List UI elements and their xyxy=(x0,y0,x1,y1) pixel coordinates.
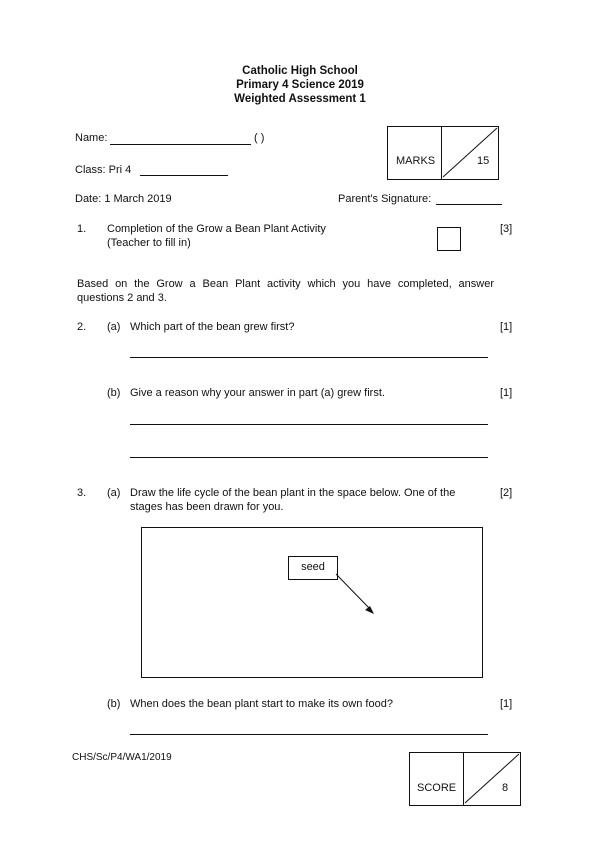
score-label: SCORE xyxy=(417,782,457,794)
q2b-answer-line-1[interactable] xyxy=(130,424,488,425)
q2b-answer-line-2[interactable] xyxy=(130,457,488,458)
q2b-label: (b) xyxy=(107,387,121,399)
seed-label: seed xyxy=(301,561,325,573)
marks-box xyxy=(387,126,499,180)
index-number-paren: ( ) xyxy=(254,132,265,144)
q1-text-line2: (Teacher to fill in) xyxy=(107,237,191,249)
q2b-marks: [1] xyxy=(500,387,513,399)
q3b-marks: [1] xyxy=(500,698,513,710)
subject-title: Primary 4 Science 2019 xyxy=(236,79,364,91)
q3a-marks: [2] xyxy=(500,487,513,499)
parent-signature-field[interactable] xyxy=(436,204,502,205)
seed-arrow xyxy=(330,570,380,620)
marks-box-slash xyxy=(442,127,498,179)
marks-label: MARKS xyxy=(396,155,436,167)
q3a-label: (a) xyxy=(107,487,121,499)
q3b-answer-line[interactable] xyxy=(130,734,488,735)
q3b-label: (b) xyxy=(107,698,121,710)
name-field[interactable] xyxy=(110,144,251,145)
class-label: Class: Pri 4 xyxy=(75,164,132,176)
q2b-text: Give a reason why your answer in part (a) grew first. xyxy=(130,387,385,399)
marks-total: 15 xyxy=(477,155,490,167)
score-box-slash xyxy=(464,753,520,805)
date-label: Date: 1 March 2019 xyxy=(75,193,172,205)
parent-signature-label: Parent's Signature: xyxy=(338,193,432,205)
q2-number: 2. xyxy=(77,321,87,333)
school-name: Catholic High School xyxy=(242,65,358,77)
assessment-title: Weighted Assessment 1 xyxy=(234,93,366,105)
intro-line2: questions 2 and 3. xyxy=(77,292,167,304)
q3a-text-line2: stages has been drawn for you. xyxy=(130,501,284,513)
q1-teacher-checkbox[interactable] xyxy=(437,227,461,251)
name-label: Name: xyxy=(75,132,108,144)
q1-number: 1. xyxy=(77,223,87,235)
score-box xyxy=(409,752,521,806)
q3a-text-line1: Draw the life cycle of the bean plant in the space below. One of the xyxy=(130,487,456,499)
q2a-answer-line[interactable] xyxy=(130,357,488,358)
q3b-text: When does the bean plant start to make its own food? xyxy=(130,698,393,710)
class-field[interactable] xyxy=(140,175,228,176)
q1-marks: [3] xyxy=(500,223,513,235)
q3-number: 3. xyxy=(77,487,87,499)
q1-text-line1: Completion of the Grow a Bean Plant Activity xyxy=(107,223,326,235)
q2a-text: Which part of the bean grew first? xyxy=(130,321,295,333)
paper-code: CHS/Sc/P4/WA1/2019 xyxy=(72,752,172,763)
score-total: 8 xyxy=(502,782,509,794)
q2a-label: (a) xyxy=(107,321,121,333)
life-cycle-drawing-area[interactable] xyxy=(141,527,483,678)
q2a-marks: [1] xyxy=(500,321,513,333)
intro-line1: Based on the Grow a Bean Plant activity which you have completed, answer xyxy=(77,278,494,290)
